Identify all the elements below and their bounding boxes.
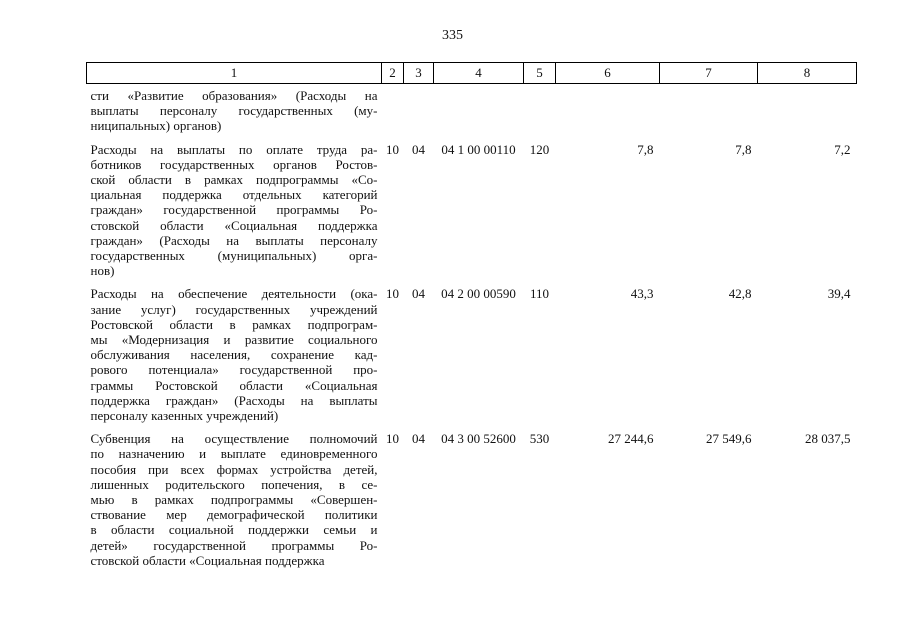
expense-name-line: выплаты персоналу государственных (му- bbox=[90, 103, 378, 119]
amount-year1-cell bbox=[556, 84, 660, 142]
expense-name-line: стовской области «Социальная поддержка bbox=[90, 217, 378, 233]
amount-year2-cell bbox=[660, 84, 758, 142]
expense-name-line: ниципальных) органов) bbox=[90, 118, 222, 134]
expense-name-line: сти «Развитие образования» (Расходы на bbox=[90, 88, 378, 103]
expense-name-line: граммы Ростовской области «Социальная bbox=[90, 377, 378, 393]
amount-year1-cell: 7,8 bbox=[637, 141, 654, 157]
subsection-code-cell: 04 bbox=[412, 141, 425, 157]
column-header: 4 bbox=[434, 63, 524, 84]
column-header: 6 bbox=[556, 63, 660, 84]
expense-name-cell bbox=[87, 286, 382, 431]
expense-name-line: поддержка граждан» (Расходы на выплаты bbox=[90, 392, 378, 408]
expense-name-line: по назначению и выплате единовременного bbox=[90, 446, 378, 462]
budget-table bbox=[86, 62, 857, 576]
target-article-cell: 04 3 00 52600 bbox=[441, 431, 516, 447]
expense-name-cell bbox=[87, 142, 382, 287]
subsection-code-cell: 04 bbox=[412, 431, 425, 447]
column-header: 1 bbox=[87, 63, 382, 84]
expense-name-line: ботников государственных органов Ростов- bbox=[90, 156, 378, 172]
expense-name-line: рового потенциала» государственной про- bbox=[90, 362, 378, 378]
expense-name-line: пособия при всех формах устройства детей, bbox=[90, 461, 378, 477]
target-article-cell bbox=[434, 84, 524, 142]
table-row bbox=[87, 431, 857, 576]
section-code-cell: 10 bbox=[386, 141, 399, 157]
expense-name-line: ствование мер демографической политики bbox=[90, 507, 378, 523]
section-code-cell: 10 bbox=[386, 431, 399, 447]
amount-year2-cell: 7,8 bbox=[735, 141, 752, 157]
expense-name-line: Расходы на выплаты по оплате труда ра- bbox=[90, 141, 378, 157]
expense-name-line: граждан» государственной программы Ро- bbox=[90, 202, 378, 218]
amount-year3-cell: 28 037,5 bbox=[805, 431, 851, 447]
amount-year3-cell: 39,4 bbox=[827, 286, 851, 302]
expense-name-line: детей» государственной программы Ро- bbox=[90, 537, 378, 553]
expense-name-line: лишенных родительского попечения, в се- bbox=[90, 476, 378, 492]
expense-name-line: циальная поддержка отдельных категорий bbox=[90, 187, 378, 203]
expense-name-line: в области социальной поддержки семьи и bbox=[90, 522, 378, 538]
page-number: 335 bbox=[442, 28, 463, 43]
target-article-cell: 04 1 00 00110 bbox=[441, 141, 516, 157]
column-header: 8 bbox=[758, 63, 857, 84]
subsection-code-cell bbox=[404, 84, 434, 142]
amount-year2-cell: 42,8 bbox=[728, 286, 752, 302]
expense-name-line: зание услуг) государственных учреждений bbox=[90, 301, 378, 317]
expense-type-cell: 530 bbox=[529, 431, 550, 447]
expense-name-line: ской области в рамках подпрограммы «Со- bbox=[90, 172, 378, 188]
table-body bbox=[87, 84, 857, 577]
table-header-row bbox=[87, 63, 857, 84]
table-row bbox=[87, 142, 857, 287]
table-row bbox=[87, 84, 857, 142]
amount-year1-cell: 27 244,6 bbox=[608, 431, 654, 447]
amount-year1-cell: 43,3 bbox=[630, 286, 654, 302]
expense-type-cell: 110 bbox=[529, 286, 550, 302]
expense-name-line: обслуживания населения, сохранение кад- bbox=[90, 347, 378, 363]
expense-name-line: Ростовской области в рамках подпрограм- bbox=[90, 316, 378, 332]
expense-name-cell bbox=[87, 84, 382, 142]
table-row bbox=[87, 286, 857, 431]
target-article-cell: 04 2 00 00590 bbox=[441, 286, 516, 302]
expense-type-cell: 120 bbox=[529, 141, 550, 157]
column-header: 3 bbox=[404, 63, 434, 84]
expense-name-line: мы «Модернизация и развитие социального bbox=[90, 332, 378, 348]
column-header: 2 bbox=[382, 63, 404, 84]
subsection-code-cell: 04 bbox=[412, 286, 425, 302]
expense-name-line: мью в рамках подпрограммы «Совершен- bbox=[90, 492, 378, 508]
amount-year3-cell bbox=[758, 84, 857, 142]
expense-name-line: граждан» (Расходы на выплаты персоналу bbox=[90, 232, 378, 248]
column-header: 7 bbox=[660, 63, 758, 84]
amount-year2-cell: 27 549,6 bbox=[706, 431, 752, 447]
expense-name-line: Субвенция на осуществление полномочий bbox=[90, 431, 378, 447]
section-code-cell bbox=[382, 84, 404, 142]
expense-name-line: стовской области «Социальная поддержка bbox=[90, 552, 325, 568]
section-code-cell: 10 bbox=[386, 286, 399, 302]
expense-name-line: государственных (муниципальных) орга- bbox=[90, 248, 378, 264]
expense-name-line: нов) bbox=[90, 263, 115, 279]
column-header: 5 bbox=[524, 63, 556, 84]
expense-type-cell bbox=[524, 84, 556, 142]
expense-name-cell bbox=[87, 431, 382, 576]
expense-name-line: персоналу казенных учреждений) bbox=[90, 408, 279, 424]
expense-name-line: Расходы на обеспечение деятельности (ока- bbox=[90, 286, 378, 302]
amount-year3-cell: 7,2 bbox=[834, 141, 851, 157]
